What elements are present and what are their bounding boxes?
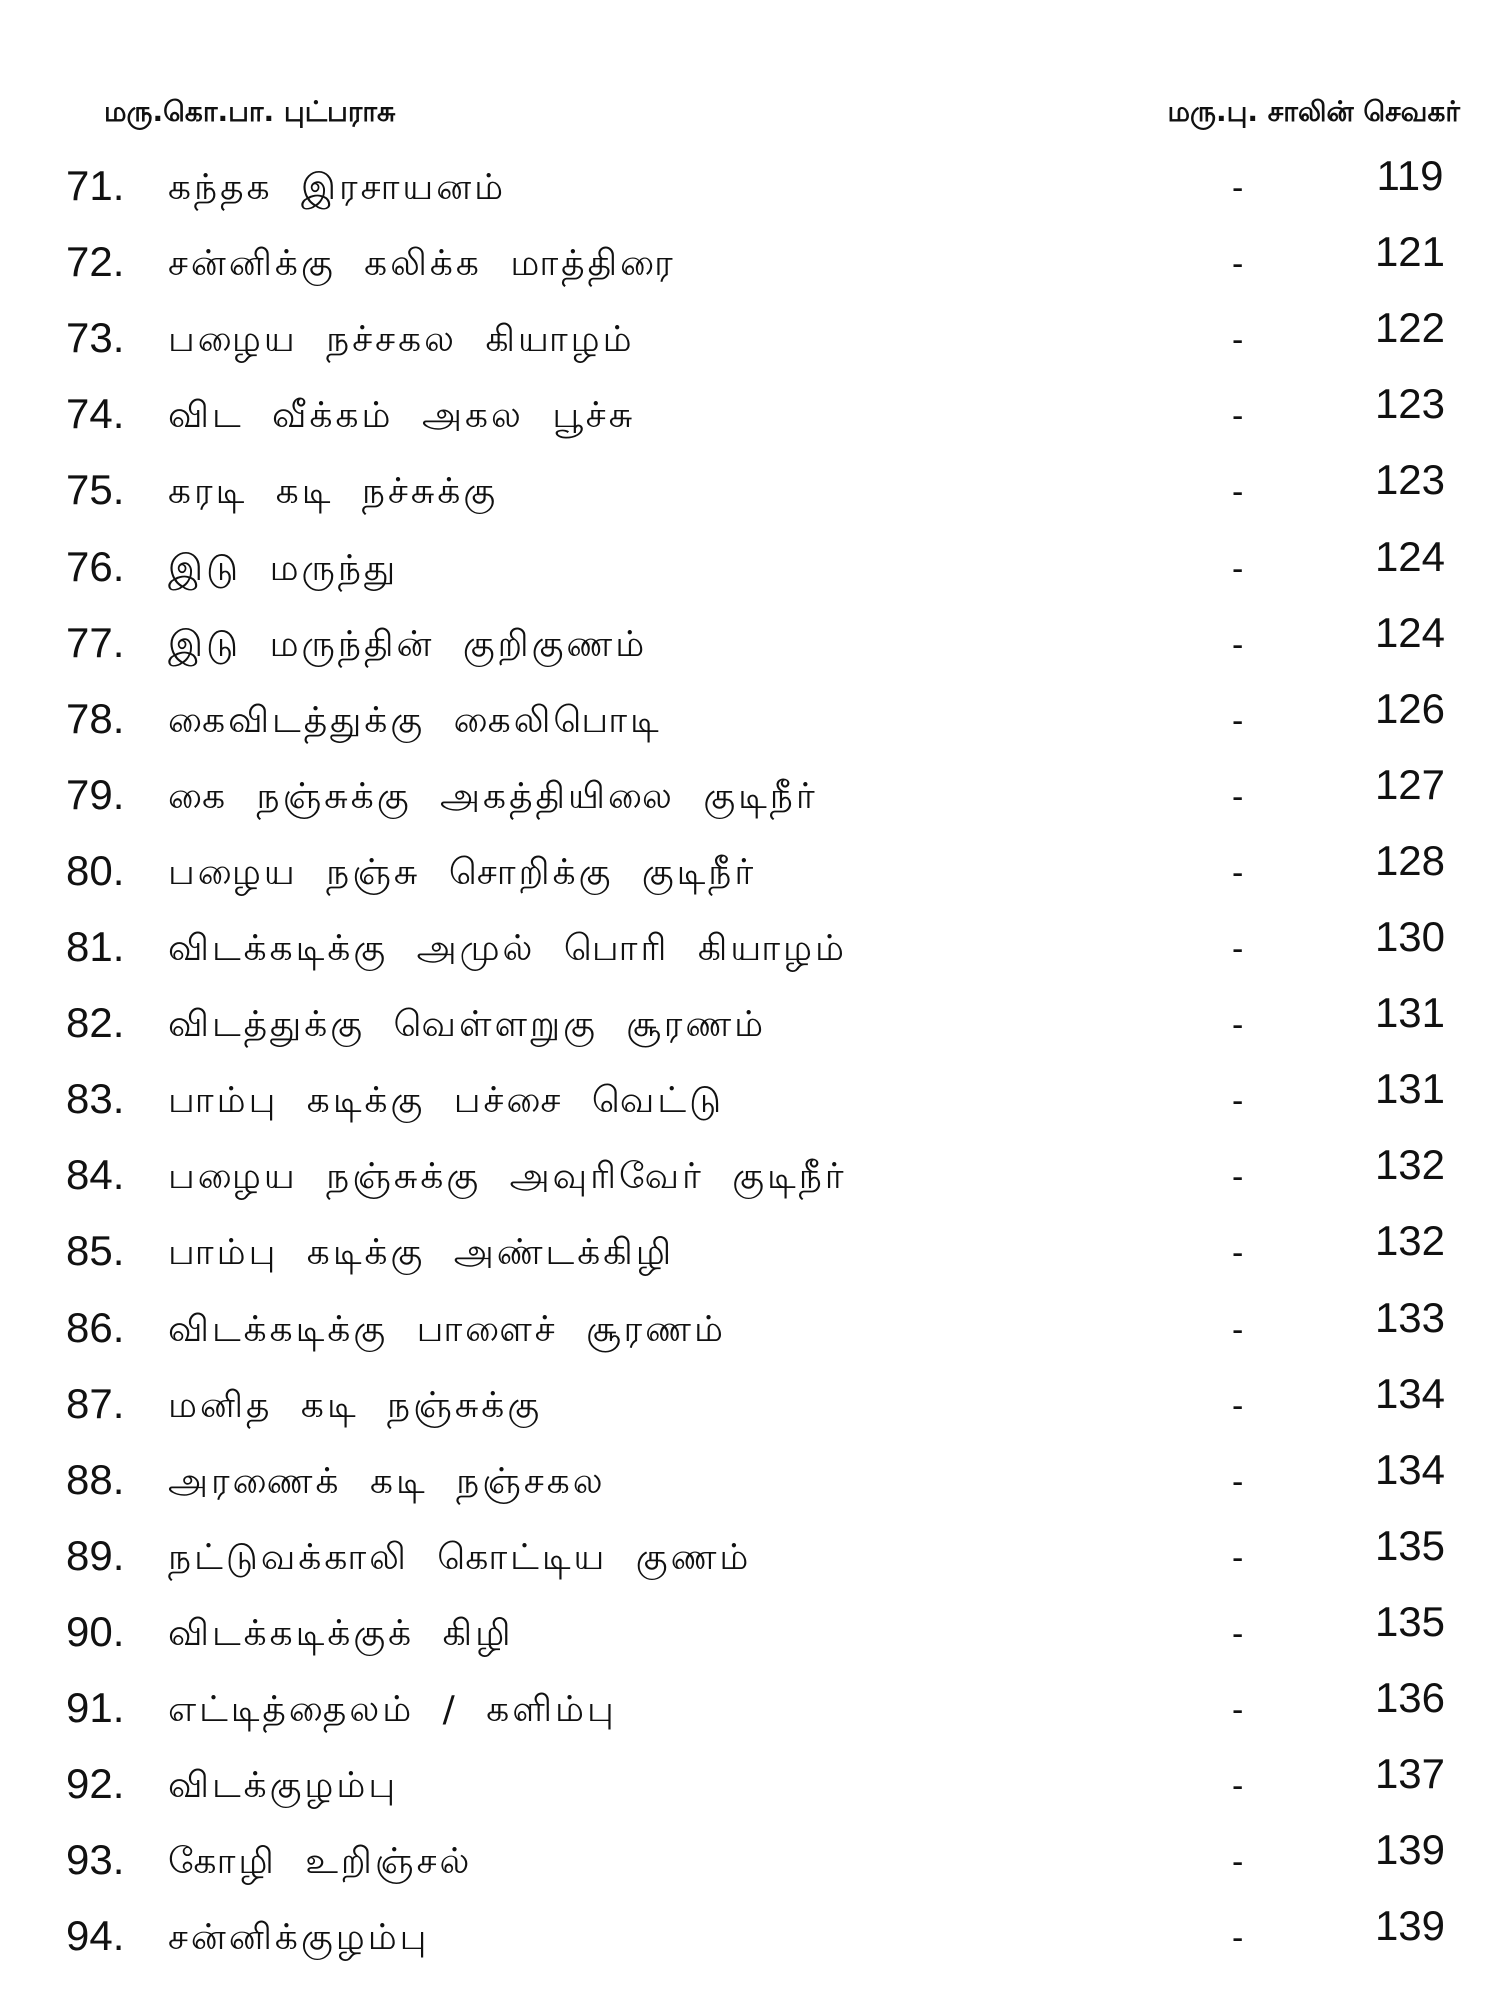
toc-entry — [0, 761, 1500, 831]
entry-page-number: 123 — [1374, 456, 1446, 503]
entry-page-number: 131 — [1374, 989, 1446, 1036]
entry-page-number: 119 — [1376, 152, 1444, 199]
entry-page-number: 123 — [1374, 380, 1446, 427]
toc-entry — [0, 837, 1500, 907]
entry-number: 94. — [66, 1912, 125, 1959]
entry-title: மனித கடி நஞ்சுக்கு — [168, 1385, 543, 1426]
toc-entry — [0, 304, 1500, 374]
toc-entry — [0, 1902, 1500, 1972]
left-author-header: மரு.கொ.பா. புட்பராசு — [104, 95, 396, 128]
entry-dash: - — [1232, 854, 1244, 892]
entry-number: 85. — [66, 1227, 125, 1274]
entry-number: 78. — [66, 695, 125, 742]
entry-page-number: 135 — [1374, 1522, 1446, 1569]
entry-title: கை நஞ்சுக்கு அகத்தியிலை குடிநீர் — [168, 776, 818, 817]
toc-entry — [0, 152, 1500, 222]
entry-title: எட்டித்தைலம் / களிம்பு — [168, 1689, 617, 1730]
entry-title: பாம்பு கடிக்கு பச்சை வெட்டு — [168, 1080, 725, 1121]
entry-dash: - — [1232, 1843, 1244, 1881]
toc-entry — [0, 609, 1500, 679]
entry-dash: - — [1232, 473, 1244, 511]
entry-title: விடக்கடிக்குக் கிழி — [168, 1613, 514, 1654]
entry-number: 82. — [66, 999, 125, 1046]
entry-dash: - — [1232, 1082, 1244, 1120]
entry-number: 79. — [66, 771, 125, 818]
entry-page-number: 132 — [1374, 1217, 1446, 1264]
entry-dash: - — [1232, 169, 1244, 207]
entry-page-number: 139 — [1374, 1902, 1446, 1949]
entry-page-number: 121 — [1374, 228, 1446, 275]
entry-number: 76. — [66, 543, 125, 590]
toc-entry — [0, 228, 1500, 298]
entry-title: பாம்பு கடிக்கு அண்டக்கிழி — [168, 1232, 675, 1273]
entry-page-number: 130 — [1374, 913, 1446, 960]
toc-entry — [0, 1065, 1500, 1135]
entry-dash: - — [1232, 1919, 1244, 1957]
toc-entry — [0, 1522, 1500, 1592]
entry-page-number: 126 — [1374, 685, 1446, 732]
entry-title: கோழி உறிஞ்சல் — [168, 1841, 473, 1882]
entry-number: 87. — [66, 1380, 125, 1427]
entry-number: 84. — [66, 1151, 125, 1198]
entry-page-number: 133 — [1374, 1294, 1446, 1341]
entry-page-number: 127 — [1374, 761, 1446, 808]
entry-title: இடு மருந்து — [168, 548, 399, 589]
entry-dash: - — [1232, 702, 1244, 740]
entry-number: 75. — [66, 466, 125, 513]
entry-page-number: 122 — [1374, 304, 1446, 351]
entry-dash: - — [1232, 1311, 1244, 1349]
entry-title: பழைய நச்சகல கியாழம் — [168, 319, 635, 360]
entry-title: சன்னிக்குழம்பு — [168, 1917, 430, 1958]
toc-entry — [0, 1370, 1500, 1440]
entry-page-number: 134 — [1374, 1370, 1446, 1417]
toc-entry — [0, 380, 1500, 450]
entry-dash: - — [1232, 1234, 1244, 1272]
entry-dash: - — [1232, 1387, 1244, 1425]
entry-dash: - — [1232, 1615, 1244, 1653]
entry-dash: - — [1232, 550, 1244, 588]
toc-entry — [0, 1750, 1500, 1820]
toc-entry — [0, 1217, 1500, 1287]
toc-entry — [0, 1294, 1500, 1364]
entry-number: 74. — [66, 390, 125, 437]
entry-number: 72. — [66, 238, 125, 285]
entry-page-number: 128 — [1374, 837, 1446, 884]
entry-title: கந்தக இரசாயனம் — [168, 167, 507, 208]
entry-dash: - — [1232, 778, 1244, 816]
entry-number: 89. — [66, 1532, 125, 1579]
toc-entry — [0, 1446, 1500, 1516]
toc-entry — [0, 1826, 1500, 1896]
right-author-header: மரு.பு. சாலின் செவகர் — [1167, 95, 1460, 128]
entry-title: விட வீக்கம் அகல பூச்சு — [168, 395, 636, 436]
entry-number: 88. — [66, 1456, 125, 1503]
toc-entry — [0, 456, 1500, 526]
entry-title: இடு மருந்தின் குறிகுணம் — [168, 624, 648, 665]
entry-dash: - — [1232, 397, 1244, 435]
entry-page-number: 124 — [1374, 533, 1446, 580]
entry-number: 90. — [66, 1608, 125, 1655]
toc-entry — [0, 1141, 1500, 1211]
entry-dash: - — [1232, 321, 1244, 359]
entry-number: 92. — [66, 1760, 125, 1807]
entry-dash: - — [1232, 245, 1244, 283]
entry-title: விடக்கடிக்கு அமுல் பொரி கியாழம் — [168, 928, 847, 969]
toc-entry — [0, 989, 1500, 1059]
entry-title: நட்டுவக்காலி கொட்டிய குணம் — [168, 1537, 752, 1578]
entry-number: 86. — [66, 1304, 125, 1351]
entry-page-number: 132 — [1374, 1141, 1446, 1188]
entry-number: 71. — [66, 162, 125, 209]
entry-title: பழைய நஞ்சுக்கு அவுரிவேர் குடிநீர் — [168, 1156, 847, 1197]
entry-title: விடக்குழம்பு — [168, 1765, 399, 1806]
entry-dash: - — [1232, 1006, 1244, 1044]
entry-title: விடக்கடிக்கு பாளைச் சூரணம் — [168, 1309, 726, 1350]
entry-title: கைவிடத்துக்கு கைலிபொடி — [168, 700, 662, 741]
entry-page-number: 131 — [1374, 1065, 1446, 1112]
toc-entry — [0, 1674, 1500, 1744]
entry-page-number: 124 — [1374, 609, 1446, 656]
entry-dash: - — [1232, 1691, 1244, 1729]
entry-dash: - — [1232, 1539, 1244, 1577]
entry-number: 77. — [66, 619, 125, 666]
entry-dash: - — [1232, 1767, 1244, 1805]
toc-entry — [0, 685, 1500, 755]
toc-entry — [0, 913, 1500, 983]
entry-number: 91. — [66, 1684, 125, 1731]
entry-dash: - — [1232, 1158, 1244, 1196]
entry-page-number: 134 — [1374, 1446, 1446, 1493]
entry-number: 81. — [66, 923, 125, 970]
entry-title: விடத்துக்கு வெள்ளறுகு சூரணம் — [168, 1004, 767, 1045]
entry-dash: - — [1232, 930, 1244, 968]
entry-number: 73. — [66, 314, 125, 361]
entry-number: 83. — [66, 1075, 125, 1122]
entry-title: அரணைக் கடி நஞ்சகல — [168, 1461, 606, 1502]
entry-number: 80. — [66, 847, 125, 894]
entry-title: பழைய நஞ்சு சொறிக்கு குடிநீர் — [168, 852, 757, 893]
entry-title: கரடி கடி நச்சுக்கு — [168, 471, 499, 512]
entry-page-number: 137 — [1374, 1750, 1446, 1797]
entry-page-number: 136 — [1374, 1674, 1446, 1721]
entry-page-number: 135 — [1374, 1598, 1446, 1645]
entry-number: 93. — [66, 1836, 125, 1883]
entry-dash: - — [1232, 1463, 1244, 1501]
entry-page-number: 139 — [1374, 1826, 1446, 1873]
toc-entry — [0, 1598, 1500, 1668]
entry-title: சன்னிக்கு கலிக்க மாத்திரை — [168, 243, 676, 284]
entry-dash: - — [1232, 626, 1244, 664]
toc-entry — [0, 533, 1500, 603]
